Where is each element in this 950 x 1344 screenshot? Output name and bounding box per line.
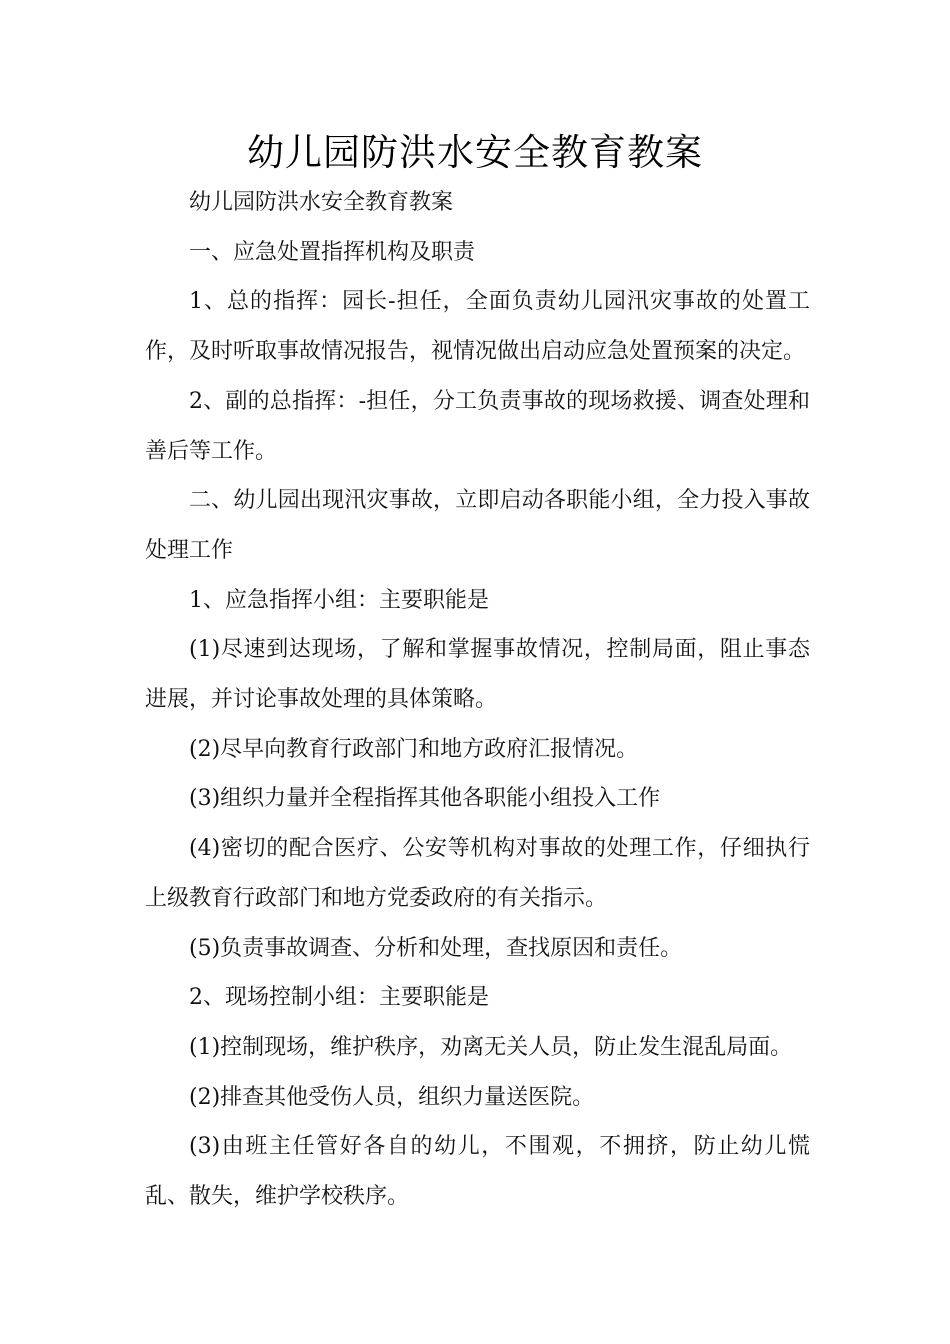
document-body xyxy=(145,178,810,1222)
list-item: (3)由班主任管好各自的幼儿，不围观，不拥挤，防止幼儿慌乱、散失，维护学校秩序。 xyxy=(145,1134,810,1210)
list-item: (3)组织力量并全程指挥其他各职能小组投入工作 xyxy=(189,786,661,812)
document-title: 幼儿园防洪水安全教育教案 xyxy=(247,131,703,174)
paragraph: 幼儿园防洪水安全教育教案 xyxy=(189,190,454,215)
list-item: (4)密切的配合医疗、公安等机构对事故的处理工作，仔细执行上级教育行政部门和地方党委政府的有关指示。 xyxy=(145,836,810,911)
list-item: (1)控制现场，维护秩序，劝离无关人员，防止发生混乱局面。 xyxy=(189,1034,793,1060)
section-heading: 一、应急处置指挥机构及职责 xyxy=(189,239,476,265)
section-heading: 二、幼儿园出现汛灾事故，立即启动各职能小组，全力投入事故处理工作 xyxy=(145,488,810,563)
list-item: (1)尽速到达现场，了解和掌握事故情况，控制局面，阻止事态进展，并讨论事故处理的具体策略。 xyxy=(145,637,810,713)
subsection-heading: 2、现场控制小组：主要职能是 xyxy=(189,985,489,1011)
list-item: (5)负责事故调查、分析和处理，查找原因和责任。 xyxy=(189,935,683,961)
list-item: (2)尽早向教育行政部门和地方政府汇报情况。 xyxy=(189,736,639,762)
paragraph: 2、副的总指挥：-担任，分工负责事故的现场救援、调查处理和善后等工作。 xyxy=(145,388,810,464)
list-item: (2)排查其他受伤人员，组织力量送医院。 xyxy=(189,1084,595,1110)
subsection-heading: 1、应急指挥小组：主要职能是 xyxy=(189,587,489,613)
paragraph: 1、总的指挥：园长-担任，全面负责幼儿园汛灾事故的处置工作，及时听取事故情况报告，视情况做出启动应急处置预案的决定。 xyxy=(145,289,810,365)
